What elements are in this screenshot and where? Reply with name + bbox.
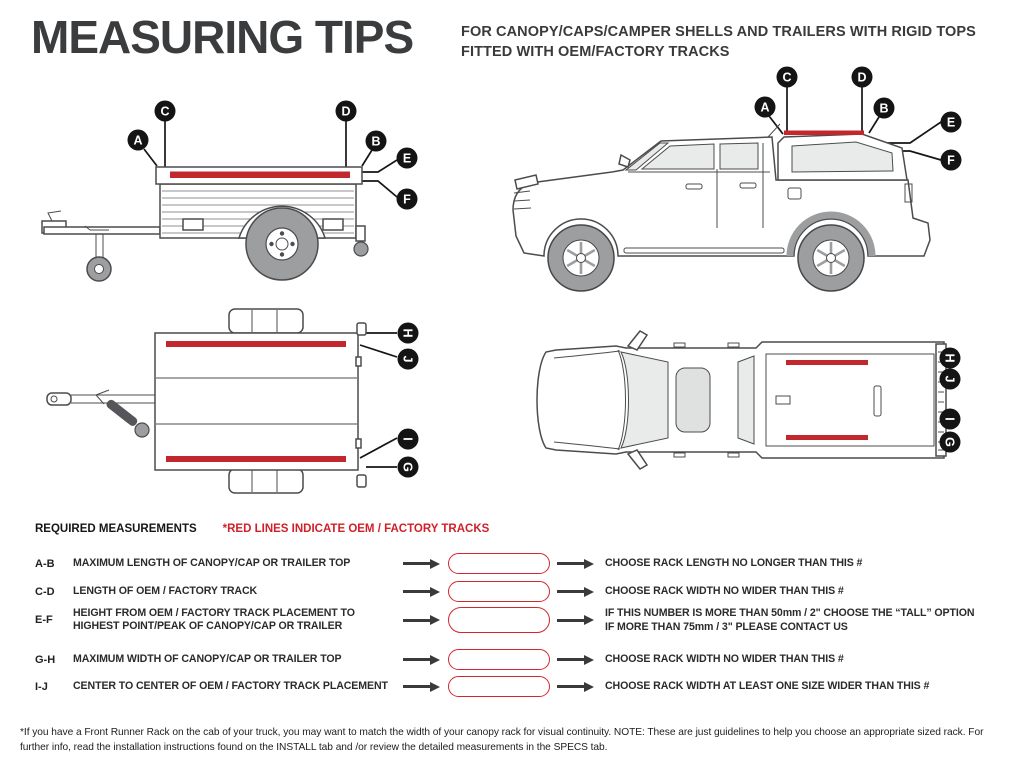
label-g-marker bbox=[398, 457, 419, 478]
label-e-marker bbox=[397, 148, 418, 169]
oem-track-line bbox=[784, 131, 864, 136]
windshield-top bbox=[621, 352, 668, 448]
svg-text:I: I bbox=[400, 437, 415, 441]
label-d-marker bbox=[852, 67, 873, 88]
sunroof bbox=[676, 368, 710, 432]
label-j-marker bbox=[940, 369, 961, 390]
red-lines-note: *RED LINES INDICATE OEM / FACTORY TRACKS bbox=[222, 523, 490, 535]
rear-wheel bbox=[798, 225, 864, 291]
svg-text:F: F bbox=[947, 153, 955, 168]
truck-top-view-diagram bbox=[500, 300, 1020, 500]
svg-text:A: A bbox=[760, 100, 770, 115]
trailer-side-drawing bbox=[42, 167, 368, 281]
label-f-marker bbox=[397, 189, 418, 210]
truck-side-drawing bbox=[513, 124, 930, 291]
subtitle-line-2: FITTED WITH OEM/FACTORY TRACKS bbox=[461, 43, 730, 60]
arrow-right-icon bbox=[403, 615, 441, 625]
measure-labels-top-trailer bbox=[398, 323, 419, 478]
measurement-blank-box bbox=[448, 607, 550, 633]
trailer-side-view-diagram bbox=[20, 80, 440, 300]
measurement-row-ab bbox=[35, 553, 1007, 574]
measurement-row-ef bbox=[35, 606, 1007, 635]
top-fender bbox=[229, 309, 303, 333]
label-j-marker bbox=[398, 349, 419, 370]
required-measurements-heading: REQUIRED MEASUREMENTS bbox=[35, 523, 197, 535]
measurement-description: MAXIMUM LENGTH OF CANOPY/CAP OR TRAILER TOP bbox=[73, 556, 351, 569]
label-a-marker bbox=[128, 130, 149, 151]
measurement-description: MAXIMUM WIDTH OF CANOPY/CAP OR TRAILER TOP bbox=[73, 652, 342, 665]
measurement-description: HEIGHT FROM OEM / FACTORY TRACK PLACEMENT TO HIGHEST POINT/PEAK OF CANOPY/CAP OR TRAILER bbox=[73, 606, 355, 633]
measurement-row-cd bbox=[35, 581, 1007, 602]
measurement-row-ij bbox=[35, 676, 1007, 697]
oem-track-line bbox=[170, 172, 350, 179]
svg-text:B: B bbox=[371, 134, 381, 149]
rack-recommendation: CHOOSE RACK LENGTH NO LONGER THAN THIS # bbox=[605, 557, 863, 570]
recommendation-line-1: IF THIS NUMBER IS MORE THAN 50mm / 2" CHOOSE THE “TALL” OPTION bbox=[605, 607, 975, 619]
arrow-right-icon bbox=[403, 682, 441, 692]
svg-text:C: C bbox=[160, 104, 170, 119]
svg-text:C: C bbox=[782, 70, 792, 85]
side-mirror-left bbox=[628, 331, 647, 350]
measurement-blank-box bbox=[448, 553, 550, 574]
page-title: MEASURING TIPS bbox=[31, 11, 414, 63]
svg-text:H: H bbox=[400, 328, 415, 338]
oem-track-line bbox=[786, 435, 868, 440]
measurement-blank-box bbox=[448, 649, 550, 670]
range-label: I-J bbox=[35, 680, 48, 693]
range-label: G-H bbox=[35, 653, 56, 666]
label-f-marker bbox=[941, 150, 962, 171]
label-c-marker bbox=[777, 67, 798, 88]
arrow-right-icon bbox=[403, 559, 441, 569]
legend-row bbox=[35, 523, 489, 535]
svg-text:E: E bbox=[402, 151, 412, 166]
measurement-row-gh bbox=[35, 649, 1007, 670]
side-mirror bbox=[619, 155, 630, 167]
rack-recommendation: CHOOSE RACK WIDTH NO WIDER THAN THIS # bbox=[605, 585, 844, 598]
label-h-marker bbox=[940, 348, 961, 369]
front-wheel bbox=[548, 225, 614, 291]
arrow-right-icon bbox=[557, 655, 595, 665]
svg-text:I: I bbox=[942, 417, 957, 421]
label-i-marker bbox=[398, 429, 419, 450]
svg-text:A: A bbox=[133, 133, 143, 148]
measurement-description: LENGTH OF OEM / FACTORY TRACK bbox=[73, 584, 258, 597]
svg-text:H: H bbox=[942, 353, 957, 363]
arrow-right-icon bbox=[557, 615, 595, 625]
svg-text:J: J bbox=[942, 375, 957, 383]
svg-text:D: D bbox=[341, 104, 351, 119]
svg-text:D: D bbox=[857, 70, 867, 85]
label-c-marker bbox=[155, 101, 176, 122]
range-label: A-B bbox=[35, 557, 55, 570]
leader-lines bbox=[360, 333, 397, 467]
rear-window-top bbox=[738, 356, 754, 444]
label-g-marker bbox=[940, 432, 961, 453]
measurement-blank-box bbox=[448, 676, 550, 697]
oem-track-line bbox=[166, 456, 346, 462]
arrow-right-icon bbox=[557, 587, 595, 597]
svg-text:G: G bbox=[942, 437, 957, 447]
truck-top-drawing bbox=[537, 331, 946, 469]
svg-text:G: G bbox=[400, 462, 415, 472]
label-h-marker bbox=[398, 323, 419, 344]
subtitle-line-1: FOR CANOPY/CAPS/CAMPER SHELLS AND TRAILERS WITH RIGID TOPS bbox=[461, 24, 976, 40]
footnote: *If you have a Front Runner Rack on the cab of your truck, you may want to match the width of your canopy rack for visual continuity. NOTE: These are just guidelines to help you choose an appropriate sized rack. For further info, read the installation instructions found on the INSTALL tab and /or review the detailed measurements in the SPECS tab. bbox=[20, 727, 984, 754]
rack-recommendation: CHOOSE RACK WIDTH AT LEAST ONE SIZE WIDER THAN THIS # bbox=[605, 680, 930, 693]
bottom-fender bbox=[229, 469, 303, 493]
label-e-marker bbox=[941, 112, 962, 133]
arrow-right-icon bbox=[403, 655, 441, 665]
side-mirror-right bbox=[628, 450, 647, 469]
svg-text:F: F bbox=[403, 192, 411, 207]
oem-track-line bbox=[786, 360, 868, 365]
arrow-right-icon bbox=[557, 682, 595, 692]
arrow-right-icon bbox=[403, 587, 441, 597]
truck-side-view-diagram bbox=[500, 60, 1020, 300]
rack-recommendation: CHOOSE RACK WIDTH NO WIDER THAN THIS # bbox=[605, 653, 844, 666]
trailer-top-view-diagram bbox=[20, 300, 440, 500]
label-a-marker bbox=[755, 97, 776, 118]
arrow-right-icon bbox=[557, 559, 595, 569]
svg-text:E: E bbox=[946, 115, 956, 130]
range-label: C-D bbox=[35, 585, 55, 598]
label-b-marker bbox=[874, 98, 895, 119]
label-i-marker bbox=[940, 409, 961, 430]
recommendation-line-2: IF MORE THAN 75mm / 3" PLEASE CONTACT US bbox=[605, 621, 848, 634]
measurement-description: CENTER TO CENTER OF OEM / FACTORY TRACK PLACEMENT bbox=[73, 679, 388, 692]
range-label: E-F bbox=[35, 614, 53, 627]
svg-text:B: B bbox=[879, 101, 889, 116]
trailer-top-body bbox=[155, 333, 358, 470]
label-b-marker bbox=[366, 131, 387, 152]
label-d-marker bbox=[336, 101, 357, 122]
trailer-top-drawing bbox=[47, 309, 366, 493]
rack-recommendation bbox=[605, 606, 1007, 635]
svg-text:J: J bbox=[400, 355, 415, 363]
oem-track-line bbox=[166, 341, 346, 347]
page-subtitle bbox=[461, 23, 976, 62]
measurement-blank-box bbox=[448, 581, 550, 602]
